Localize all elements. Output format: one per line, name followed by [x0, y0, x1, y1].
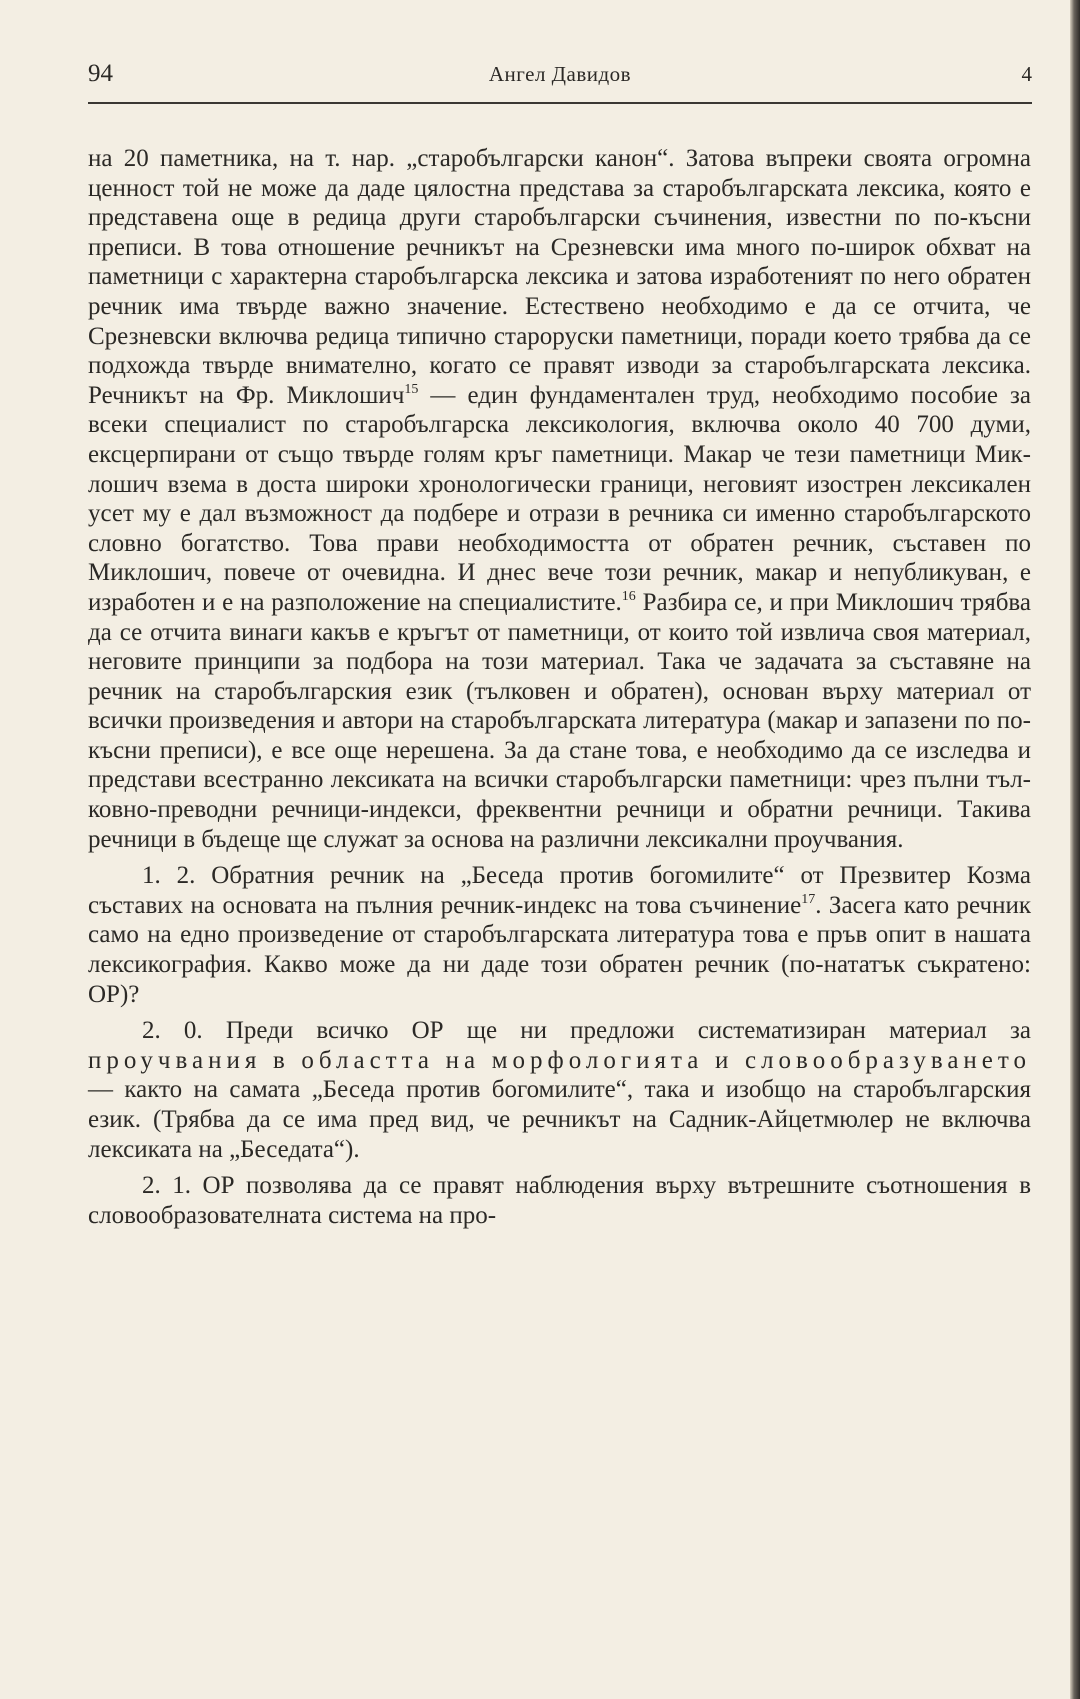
- running-head-author: Ангел Давидов: [488, 62, 632, 86]
- book-spine-shadow: [1070, 0, 1080, 1699]
- paragraph-text: Разбира се, и при Миклошич трябва да се отчита винаги какъв е кръгът от паметници, от които той извлича своя материал, неговите принципи за подбора на този материал. Така че задачата за съставяне на речник на старобългарския език (тълковен и обратен), основан върху материал от всички произведения и автори на старобългарската литература (макар и запазени по по-късни преписи), е все още нерешена. За да стане това, е необходимо да се изследва и представи всестранно лексиката на всички старобългарски паметници: чрез пълни тълковно-преводни речници-индекси, фреквентни речници и обратни речници. Такива речници в бъдеще ще служат за основа на различни лексикални проучвания.: [88, 588, 1031, 853]
- footnote-ref-16: 16: [621, 588, 636, 604]
- page-number: 94: [88, 60, 113, 87]
- paragraph-text: 2. 1. ОР позволява да се правят наблюдения върху вътрешните съотношения в словообразователната система на про-: [88, 1172, 1031, 1229]
- paragraph-text: 1. 2. Обратния речник на „Беседа против богомилите“ от Презвитер Козма съставих на основата на пълния речник-индекс на това съчинение: [88, 862, 1031, 919]
- paragraph-lexicography-dictionaries: [88, 144, 1031, 854]
- chapter-mark: 4: [1021, 62, 1032, 86]
- spaced-emphasis: проучвания в областта на морфологията и словообразуването: [88, 1046, 1031, 1074]
- footnote-ref-15: 15: [404, 381, 419, 397]
- header-rule: [88, 102, 1032, 104]
- paragraph-text: — един фундаментален труд, необходимо пособие за всеки специалист по старобългарска лексикология, включва около 40 700 думи, ексцерпирани от също твърде голям кръг паметници. Макар че тези паметници Миклошич взема в доста широки хронологически граници, неговият изострен лексикален усет му е дал възможност да подбере и отрази в речника си именно старобългарското словно богатство. Това прави необходимостта от обратен речник, съставен по Миклошич, повече от очевидна. И днес вече този речник, макар и непубликуван, е изработен и е на разположение на специалистите.: [88, 381, 1031, 616]
- paragraph-text: на 20 паметника, на т. нар. „старобългарски канон“. Затова въпреки своята огромна ценност той не може да даде цялостна представа за старобългарската лексика, която е представена още в редица други старобългарски съчинения, известни по по-късни преписи. В това отношение речникът на Срезневски има много по-широк обхват на паметници с характерна старобългарска лексика и затова изработеният по него обратен речник има твърде важно значение. Естествено необходимо е да се отчита, че Срезневски включва редица типично староруски паметници, поради което трябва да се подхожда твърде внимателно, когато се правят изводи за старобългарската лексика. Речникът на Фр. Миклошич: [88, 145, 1031, 409]
- footnote-ref-17: 17: [801, 891, 816, 907]
- paragraph-text: 2. 0. Преди всичко ОР ще ни предложи систематизиран материал за: [142, 1017, 1031, 1045]
- paragraph-text: — както на самата „Беседа против богомилите“, така и изобщо на старобългарския език. (Трябва да се има пред вид, че речникът на Садник-Айцетмюлер не включва лексиката на „Беседата“).: [88, 1076, 1031, 1163]
- paragraph-section-2-0: [88, 1016, 1031, 1164]
- paragraph-section-1-2: [88, 861, 1031, 1009]
- paragraph-section-2-1: [88, 1171, 1031, 1230]
- paragraph-text: . Засега като речник само на едно произведение от старобългарската литература това е пръв опит в нашата лексикография. Какво може да ни даде този обратен речник (по-нататък съкратено: ОР)?: [88, 891, 1031, 1008]
- body-text: [88, 144, 1031, 1230]
- page-header: [88, 58, 1032, 98]
